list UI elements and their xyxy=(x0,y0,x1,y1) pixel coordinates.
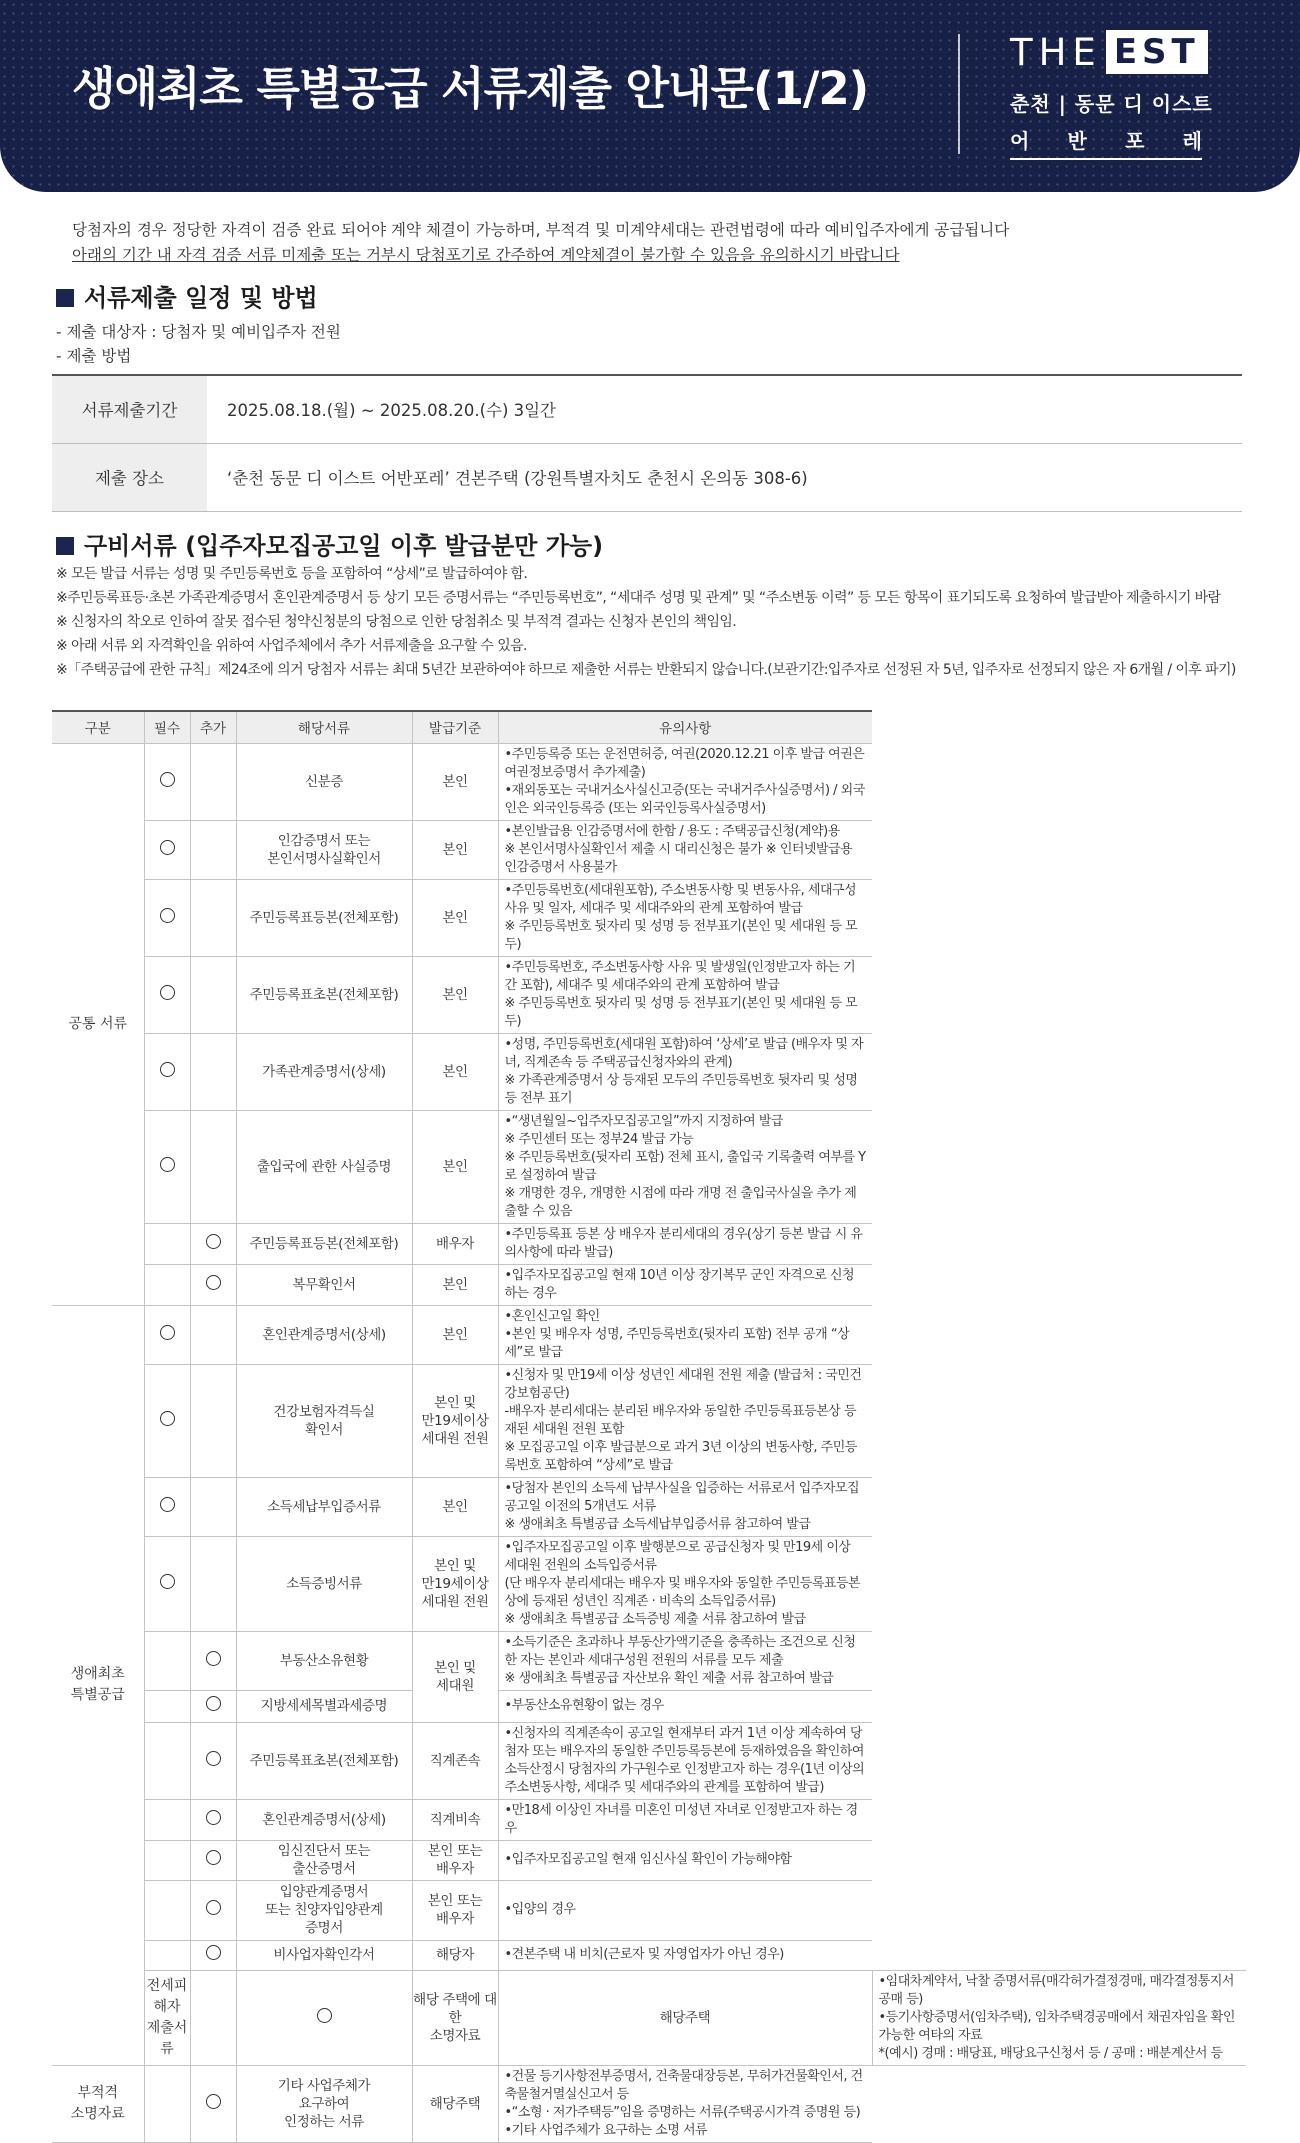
required-mark xyxy=(144,1722,190,1799)
circle-icon xyxy=(206,1810,221,1825)
required-mark xyxy=(144,1305,190,1364)
document-name: 소득증빙서류 xyxy=(236,1536,412,1631)
required-mark xyxy=(144,1033,190,1110)
document-name: 인감증명서 또는 본인서명사실확인서 xyxy=(236,820,412,879)
section-title-text: 구비서류 (입주자모집공고일 이후 발급분만 가능) xyxy=(84,532,604,560)
additional-mark xyxy=(190,1110,236,1223)
table-row xyxy=(52,1477,1246,1536)
additional-mark xyxy=(190,743,236,820)
header-additional: 추가 xyxy=(190,711,236,743)
required-mark xyxy=(144,2065,190,2142)
additional-mark xyxy=(190,1840,236,1880)
document-name: 신분증 xyxy=(236,743,412,820)
issue-basis: 본인 xyxy=(412,1033,498,1110)
note-cell: •주민등록번호(세대원포함), 주소변동사항 및 변동사유, 세대구성사유 및 일자, 세대주 및 세대주와의 관계 포함하여 발급 ※ 주민등록번호 뒷자리 및 성명 등 전부표기(본인 및 세대원 등 모두) xyxy=(498,879,872,956)
note-cell: •성명, 주민등록번호(세대원 포함)하여 ‘상세’로 발급 (배우자 및 자녀, 직계존속 등 주택공급신청자와의 관계) ※ 가족관계증명서 상 등재된 모두의 주민등록번호 뒷자리 및 성명 등 전부 표기 xyxy=(498,1033,872,1110)
required-mark xyxy=(144,820,190,879)
issue-basis: 본인 xyxy=(412,879,498,956)
logo-est-box: EST xyxy=(1106,30,1208,74)
issue-basis: 본인 또는 배우자 xyxy=(412,1840,498,1880)
brand-logo xyxy=(1010,30,1213,160)
note-cell: •견본주택 내 비치(근로자 및 자영업자가 아닌 경우) xyxy=(498,1940,872,1970)
note-line: ※주민등록표등·초본 가족관계증명서 혼인관계증명서 등 상기 모든 증명서류는 “주민등록번호”, “세대주 성명 및 관계” 및 “주소변동 이력” 등 모든 항목이 표기되도록 요청하여 발급받아 제출하시기 바람 xyxy=(56,590,1221,606)
bullet-method: - 제출 방법 xyxy=(56,347,132,365)
table-row xyxy=(52,1722,1246,1799)
additional-mark xyxy=(190,1364,236,1477)
page-title: 생애최초 특별공급 서류제출 안내문(1/2) xyxy=(72,62,869,115)
circle-icon xyxy=(160,1157,175,1172)
note-line: ※ 아래 서류 외 자격확인을 위하여 사업주체에서 추가 서류제출을 요구할 수 있음. xyxy=(56,638,527,654)
document-name: 지방세세목별과세증명 xyxy=(236,1690,412,1722)
schedule-table xyxy=(52,374,1242,512)
required-mark xyxy=(144,1223,190,1264)
required-mark xyxy=(190,1970,236,2065)
note-cell: •본인발급용 인감증명서에 한함 / 용도 : 주택공급신청(계약)용 ※ 본인서명사실확인서 제출 시 대리신청은 불가 ※ 인터넷발급용 인감증명서 사용불가 xyxy=(498,820,872,879)
documents-table xyxy=(52,710,1246,2143)
required-mark xyxy=(144,1940,190,1970)
additional-mark xyxy=(190,1940,236,1970)
document-name: 출입국에 관한 사실증명 xyxy=(236,1110,412,1223)
issue-basis: 본인 xyxy=(412,1264,498,1305)
issue-basis: 본인 xyxy=(412,956,498,1033)
circle-icon xyxy=(206,2094,221,2109)
document-name: 기타 사업주체가 요구하여 인정하는 서류 xyxy=(236,2065,412,2142)
logo-char: 레 xyxy=(1182,129,1202,153)
issue-basis: 본인 또는 배우자 xyxy=(412,1880,498,1940)
header-banner xyxy=(0,0,1300,192)
schedule-row xyxy=(52,443,1242,511)
table-header-row xyxy=(52,711,1246,743)
additional-mark xyxy=(190,1223,236,1264)
note-cell: •신청자 및 만19세 이상 성년인 세대원 전원 제출 (발급처 : 국민건강보험공단) -배우자 분리세대는 분리된 배우자와 동일한 주민등록표등본상 등재된 세대원 전원 포함 ※ 모집공고일 이후 발급분으로 과거 3년 이상의 변동사항, 주민등록번호 포함하여 “상세”로 발급 xyxy=(498,1364,872,1477)
required-mark xyxy=(144,1799,190,1840)
table-row xyxy=(52,1970,1246,2065)
note-cell: •입양의 경우 xyxy=(498,1880,872,1940)
issue-basis: 직계존속 xyxy=(412,1722,498,1799)
group-jeonse: 전세피해자 제출서류 xyxy=(144,1970,190,2065)
additional-mark xyxy=(190,1690,236,1722)
group-common: 공통 서류 xyxy=(52,743,144,1305)
required-mark xyxy=(144,1880,190,1940)
header-basis: 발급기준 xyxy=(412,711,498,743)
circle-icon xyxy=(160,1325,175,1340)
section-title-documents xyxy=(56,526,603,561)
required-mark xyxy=(144,1690,190,1722)
issue-basis: 직계비속 xyxy=(412,1799,498,1840)
document-name: 소득세납부입증서류 xyxy=(236,1477,412,1536)
logo-char: 포 xyxy=(1125,129,1145,153)
additional-mark xyxy=(190,1631,236,1690)
additional-mark xyxy=(190,1305,236,1364)
table-row xyxy=(52,1223,1246,1264)
table-row xyxy=(52,1880,1246,1940)
note-line: ※「주택공급에 관한 규칙」제24조에 의거 당첨자 서류는 최대 5년간 보관하여야 하므로 제출한 서류는 반환되지 않습니다.(보관기간:입주자로 선정된 자 5년, 입주자로 선정되지 않은 자 6개월 / 이후 파기) xyxy=(56,662,1236,678)
additional-mark xyxy=(190,1880,236,1940)
header-divider xyxy=(958,34,960,154)
note-cell: •만18세 이상인 자녀를 미혼인 미성년 자녀로 인정받고자 하는 경우 xyxy=(498,1799,872,1840)
table-row xyxy=(52,1799,1246,1840)
submission-bullets xyxy=(56,320,341,368)
document-name: 혼인관계증명서(상세) xyxy=(236,1305,412,1364)
logo-char: 반 xyxy=(1067,129,1087,153)
issue-basis: 본인 및 세대원 xyxy=(412,1631,498,1722)
additional-mark xyxy=(190,1536,236,1631)
note-cell: •소득기준은 초과하나 부동산가액기준을 충족하는 조건으로 신청한 자는 본인과 세대구성원 전원의 서류를 모두 제출 ※ 생애최초 특별공급 자산보유 확인 제출 서류 참고하여 발급 xyxy=(498,1631,872,1690)
note-cell: •부동산소유현황이 없는 경우 xyxy=(498,1690,872,1722)
additional-mark xyxy=(190,879,236,956)
logo-char: 어 xyxy=(1010,129,1030,153)
additional-mark xyxy=(190,2065,236,2142)
table-row xyxy=(52,1631,1246,1690)
place-label: 제출 장소 xyxy=(52,443,207,511)
circle-icon xyxy=(160,1411,175,1426)
document-name: 혼인관계증명서(상세) xyxy=(236,1799,412,1840)
note-cell: •“생년월일~입주자모집공고일”까지 지정하여 발급 ※ 주민센터 또는 정부24 발급 가능 ※ 주민등록번호(뒷자리 포함) 전체 표시, 출입국 기록출력 여부를 Y로 설정하여 발급 ※ 개명한 경우, 개명한 시점에 따라 개명 전 출입국사실을 추가 제출할 수 있음 xyxy=(498,1110,872,1223)
required-mark xyxy=(144,1840,190,1880)
document-name: 비사업자확인각서 xyxy=(236,1940,412,1970)
group-first-time: 생애최초 특별공급 xyxy=(52,1305,144,2065)
required-mark xyxy=(144,879,190,956)
square-bullet-icon xyxy=(56,537,74,555)
table-row xyxy=(52,1536,1246,1631)
table-row xyxy=(52,743,1246,820)
document-name: 가족관계증명서(상세) xyxy=(236,1033,412,1110)
period-label: 서류제출기간 xyxy=(52,375,207,443)
note-cell: •주민등록표 등본 상 배우자 분리세대의 경우(상기 등본 발급 시 유의사항에 따라 발급) xyxy=(498,1223,872,1264)
required-mark xyxy=(144,1477,190,1536)
document-notes xyxy=(56,562,1256,682)
table-row xyxy=(52,1110,1246,1223)
table-row xyxy=(52,1305,1246,1364)
issue-basis: 본인 및 만19세이상 세대원 전원 xyxy=(412,1364,498,1477)
group-ineligible: 부적격 소명자료 xyxy=(52,2065,144,2142)
additional-mark xyxy=(190,820,236,879)
table-row xyxy=(52,1364,1246,1477)
issue-basis: 해당자 xyxy=(412,1940,498,1970)
circle-icon xyxy=(160,1062,175,1077)
header-notes: 유의사항 xyxy=(498,711,872,743)
required-mark xyxy=(144,1364,190,1477)
additional-mark xyxy=(190,956,236,1033)
header-document: 해당서류 xyxy=(236,711,412,743)
table-row xyxy=(52,820,1246,879)
circle-icon xyxy=(206,1945,221,1960)
note-line: ※ 신청자의 착오로 인하여 잘못 접수된 청약신청분의 당첨으로 인한 당첨취소 및 부적격 결과는 신청자 본인의 책임임. xyxy=(56,614,737,630)
note-cell: •혼인신고일 확인 •본인 및 배우자 성명, 주민등록번호(뒷자리 포함) 전부 공개 “상세”로 발급 xyxy=(498,1305,872,1364)
note-cell: •당첨자 본인의 소득세 납부사실을 입증하는 서류로서 입주자모집공고일 이전의 5개년도 서류 ※ 생애최초 특별공급 소득세납부입증서류 참고하여 발급 xyxy=(498,1477,872,1536)
required-mark xyxy=(144,956,190,1033)
note-cell: •신청자의 직계존속이 공고일 현재부터 과거 1년 이상 계속하여 당첨자 또는 배우자의 동일한 주민등록등본에 등재하였음을 확인하여 소득산정시 당첨자의 가구원수로 인정받고자 하는 경우(1년 이상의 주소변동사항, 세대주 및 세대주와의 관계를 포함하여 발급) xyxy=(498,1722,872,1799)
document-name: 해당 주택에 대한 소명자료 xyxy=(412,1970,498,2065)
document-name: 주민등록표초본(전체포함) xyxy=(236,1722,412,1799)
circle-icon xyxy=(160,985,175,1000)
required-mark xyxy=(144,1536,190,1631)
issue-basis: 배우자 xyxy=(412,1223,498,1264)
note-cell: •주민등록번호, 주소변동사항 사유 및 발생일(인정받고자 하는 기간 포함), 세대주 및 세대주와의 관계 포함하여 발급 ※ 주민등록번호 뒷자리 및 성명 등 전부표기(본인 및 세대원 등 모두) xyxy=(498,956,872,1033)
issue-basis: 본인 xyxy=(412,743,498,820)
additional-mark xyxy=(190,1477,236,1536)
section-title-text: 서류제출 일정 및 방법 xyxy=(84,284,318,312)
intro-warning-line: 아래의 기간 내 자격 검증 서류 미제출 또는 거부시 당첨포기로 간주하여 계약체결이 불가할 수 있음을 유의하시기 바랍니다 xyxy=(72,246,900,264)
required-mark xyxy=(144,1631,190,1690)
issue-basis: 본인 xyxy=(412,1477,498,1536)
note-cell: •주민등록증 또는 운전면허증, 여권(2020.12.21 이후 발급 여권은 여권정보증명서 추가제출) •재외동포는 국내거소사실신고증(또는 국내거주사실증명서) / 외국인은 외국인등록증 (또는 외국인등록사실증명서) xyxy=(498,743,872,820)
logo-subtitle: 춘천 | 동문 디 이스트 xyxy=(1010,92,1213,116)
issue-basis: 본인 xyxy=(412,1110,498,1223)
circle-icon xyxy=(160,772,175,787)
circle-icon xyxy=(206,1696,221,1711)
table-row xyxy=(52,1264,1246,1305)
circle-icon xyxy=(206,1850,221,1865)
document-name: 입양관계증명서 또는 친양자입양관계 증명서 xyxy=(236,1880,412,1940)
additional-mark xyxy=(190,1264,236,1305)
document-name: 주민등록표등본(전체포함) xyxy=(236,1223,412,1264)
additional-mark xyxy=(236,1970,412,2065)
circle-icon xyxy=(206,1751,221,1766)
issue-basis: 해당주택 xyxy=(498,1970,872,2065)
issue-basis: 본인 xyxy=(412,1305,498,1364)
bullet-target: - 제출 대상자 : 당첨자 및 예비입주자 전원 xyxy=(56,323,341,341)
additional-mark xyxy=(190,1799,236,1840)
issue-basis: 본인 xyxy=(412,820,498,879)
required-mark xyxy=(144,1110,190,1223)
note-cell: •건물 등기사항전부증명서, 건축물대장등본, 무허가건물확인서, 건축물철거멸실신고서 등 •“소형 · 저가주택등”임을 증명하는 서류(주택공시가격 증명원 등) •기타 사업주체가 요구하는 소명 서류 xyxy=(498,2065,872,2142)
document-name: 임신진단서 또는 출산증명서 xyxy=(236,1840,412,1880)
note-cell: •임대차계약서, 낙찰 증명서류(매각허가결정경매, 매각결정통지서 공매 등) •등기사항증명서(임차주택), 임차주택경공매에서 채권자임을 확인가능한 여타의 자료 *(예시) 경매 : 배당표, 배당요구신청서 등 / 공매 : 배분계산서 등 xyxy=(872,1970,1246,2065)
table-row xyxy=(52,1690,1246,1722)
note-cell: •입주자모집공고일 이후 발행분으로 공급신청자 및 만19세 이상 세대원 전원의 소득입증서류 (단 배우자 분리세대는 배우자 및 배우자와 동일한 주민등록표등본상에 등재된 성년인 직계존 · 비속의 소득입증서류) ※ 생애최초 특별공급 소득증빙 제출 서류 참고하여 발급 xyxy=(498,1536,872,1631)
note-line: ※ 모든 발급 서류는 성명 및 주민등록번호 등을 포함하여 “상세”로 발급하여야 함. xyxy=(56,566,528,582)
issue-basis: 해당주택 xyxy=(412,2065,498,2142)
circle-icon xyxy=(160,908,175,923)
table-row xyxy=(52,1033,1246,1110)
circle-icon xyxy=(206,1651,221,1666)
circle-icon xyxy=(160,840,175,855)
document-name: 주민등록표초본(전체포함) xyxy=(236,956,412,1033)
table-row xyxy=(52,956,1246,1033)
additional-mark xyxy=(190,1033,236,1110)
logo-the-text: THE xyxy=(1010,30,1102,74)
table-row xyxy=(52,879,1246,956)
required-mark xyxy=(144,1264,190,1305)
header-category: 구분 xyxy=(52,711,144,743)
circle-icon xyxy=(160,1574,175,1589)
circle-icon xyxy=(206,1234,221,1249)
circle-icon xyxy=(206,1275,221,1290)
circle-icon xyxy=(206,1900,221,1915)
additional-mark xyxy=(190,1722,236,1799)
note-cell: •입주자모집공고일 현재 10년 이상 장기복무 군인 자격으로 신청하는 경우 xyxy=(498,1264,872,1305)
schedule-row xyxy=(52,375,1242,443)
logo-name-line xyxy=(1010,125,1202,160)
table-row xyxy=(52,1840,1246,1880)
document-name: 부동산소유현황 xyxy=(236,1631,412,1690)
intro-text xyxy=(72,218,1009,268)
circle-icon xyxy=(160,1497,175,1512)
document-name: 건강보험자격득실 확인서 xyxy=(236,1364,412,1477)
header-required: 필수 xyxy=(144,711,190,743)
note-cell: •입주자모집공고일 현재 임신사실 확인이 가능해야함 xyxy=(498,1840,872,1880)
section-title-schedule xyxy=(56,278,318,313)
table-row xyxy=(52,1940,1246,1970)
required-mark xyxy=(144,743,190,820)
circle-icon xyxy=(317,2008,332,2023)
document-name: 주민등록표등본(전체포함) xyxy=(236,879,412,956)
period-value: 2025.08.18.(월) ~ 2025.08.20.(수) 3일간 xyxy=(207,375,1242,443)
document-name: 복무확인서 xyxy=(236,1264,412,1305)
table-row xyxy=(52,2065,1246,2142)
issue-basis: 본인 및 만19세이상 세대원 전원 xyxy=(412,1536,498,1631)
place-value: ‘춘천 동문 디 이스트 어반포레’ 견본주택 (강원특별자치도 춘천시 온의동 308-6) xyxy=(207,443,1242,511)
intro-line: 당첨자의 경우 정당한 자격이 검증 완료 되어야 계약 체결이 가능하며, 부적격 및 미계약세대는 관련법령에 따라 예비입주자에게 공급됩니다 xyxy=(72,221,1010,239)
square-bullet-icon xyxy=(56,289,74,307)
